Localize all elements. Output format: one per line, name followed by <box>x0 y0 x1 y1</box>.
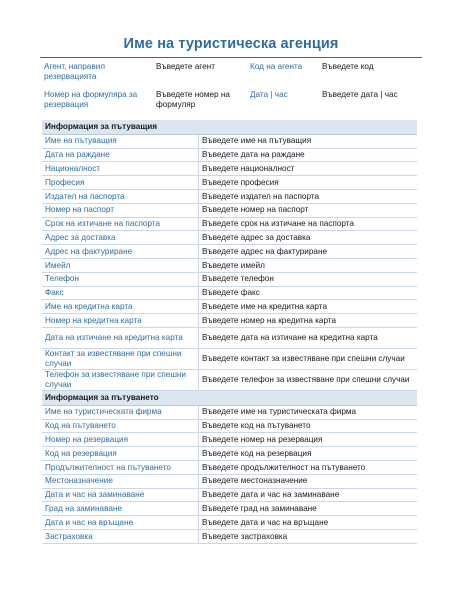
table-row <box>42 419 417 433</box>
header-row-form <box>44 90 420 110</box>
field-value[interactable]: Въведете телефон за известяване при спешни случаи <box>199 369 418 390</box>
field-value[interactable]: Въведете телефон <box>199 272 418 286</box>
agent-field[interactable]: Въведете агент <box>156 62 215 71</box>
field-label: Имейл <box>42 258 199 272</box>
agent-code-field[interactable]: Въведете код <box>322 62 374 71</box>
field-label: Дата и час на връщане <box>42 516 199 530</box>
table-row <box>42 460 417 474</box>
field-value[interactable]: Въведете контакт за известяване при спешни случаи <box>199 348 418 369</box>
table-row <box>42 148 417 162</box>
table-row <box>42 405 417 419</box>
table-row <box>42 369 417 390</box>
field-value[interactable]: Въведете адрес на фактуриране <box>199 245 418 259</box>
field-label: Име на туристическата фирма <box>42 405 199 419</box>
field-value[interactable]: Въведете код на резервация <box>199 447 418 461</box>
field-value[interactable]: Въведете продължителност на пътуването <box>199 460 418 474</box>
field-label: Местоназначение <box>42 474 199 488</box>
field-label: Номер на паспорт <box>42 203 199 217</box>
field-value[interactable]: Въведете факс <box>199 286 418 300</box>
table-row <box>42 203 417 217</box>
table-row <box>42 474 417 488</box>
table-row <box>42 447 417 461</box>
details-table <box>42 120 417 544</box>
field-value[interactable]: Въведете дата на изтичане на кредитна карта <box>199 327 418 348</box>
field-label: Факс <box>42 286 199 300</box>
field-value[interactable]: Въведете град на заминаване <box>199 502 418 516</box>
field-label: Професия <box>42 176 199 190</box>
table-row <box>42 189 417 203</box>
field-value[interactable]: Въведете име на кредитна карта <box>199 300 418 314</box>
header-row-agent <box>44 62 420 82</box>
booking-header <box>44 62 420 118</box>
table-row <box>42 516 417 530</box>
section-header <box>42 120 417 134</box>
date-time-label: Дата | час <box>250 90 288 99</box>
field-value[interactable]: Въведете застраховка <box>199 529 418 543</box>
field-value[interactable]: Въведете номер на резервация <box>199 433 418 447</box>
field-value[interactable]: Въведете име на пътуващия <box>199 134 418 148</box>
field-label: Телефон <box>42 272 199 286</box>
table-row <box>42 258 417 272</box>
table-row <box>42 314 417 328</box>
field-value[interactable]: Въведете националност <box>199 162 418 176</box>
field-value[interactable]: Въведете адрес за доставка <box>199 231 418 245</box>
table-row <box>42 300 417 314</box>
table-row <box>42 327 417 348</box>
field-value[interactable]: Въведете код на пътуването <box>199 419 418 433</box>
field-label: Застраховка <box>42 529 199 543</box>
form-number-label: Номер на формуляра за резервация <box>44 90 138 109</box>
field-label: Име на пътуващия <box>42 134 199 148</box>
field-value[interactable]: Въведете дата и час на заминаване <box>199 488 418 502</box>
field-label: Телефон за известяване при спешни случаи <box>42 369 199 390</box>
table-row <box>42 162 417 176</box>
field-label: Номер на кредитна карта <box>42 314 199 328</box>
table-row <box>42 529 417 543</box>
table-row <box>42 488 417 502</box>
field-value[interactable]: Въведете имейл <box>199 258 418 272</box>
field-label: Националност <box>42 162 199 176</box>
section-title: Информация за пътуващия <box>42 120 417 134</box>
field-label: Адрес за доставка <box>42 231 199 245</box>
field-label: Контакт за известяване при спешни случаи <box>42 348 199 369</box>
field-label: Адрес на фактуриране <box>42 245 199 259</box>
table-row <box>42 134 417 148</box>
field-value[interactable]: Въведете номер на паспорт <box>199 203 418 217</box>
table-row <box>42 217 417 231</box>
field-value[interactable]: Въведете номер на кредитна карта <box>199 314 418 328</box>
section-header <box>42 390 417 405</box>
field-label: Дата и час на заминаване <box>42 488 199 502</box>
form-number-field[interactable]: Въведете номер на формуляр <box>156 90 230 109</box>
field-label: Код на пътуването <box>42 419 199 433</box>
field-label: Продължителност на пътуването <box>42 460 199 474</box>
section-title: Информация за пътуването <box>42 390 417 405</box>
field-label: Срок на изтичане на паспорта <box>42 217 199 231</box>
field-value[interactable]: Въведете дата и час на връщане <box>199 516 418 530</box>
agency-title: Име на туристическа агенция <box>123 36 339 52</box>
table-row <box>42 502 417 516</box>
field-value[interactable]: Въведете срок на изтичане на паспорта <box>199 217 418 231</box>
table-row <box>42 231 417 245</box>
date-time-field[interactable]: Въведете дата | час <box>322 90 398 99</box>
table-row <box>42 272 417 286</box>
field-label: Град на заминаване <box>42 502 199 516</box>
title-divider <box>40 57 422 58</box>
table-row <box>42 176 417 190</box>
field-label: Дата на изтичане на кредитна карта <box>42 327 199 348</box>
table-row <box>42 286 417 300</box>
table-row <box>42 433 417 447</box>
table-row <box>42 245 417 259</box>
field-label: Код на резервация <box>42 447 199 461</box>
agent-label: Агент, направил резервацията <box>44 62 106 81</box>
field-value[interactable]: Въведете местоназначение <box>199 474 418 488</box>
field-value[interactable]: Въведете издател на паспорта <box>199 189 418 203</box>
field-value[interactable]: Въведете професия <box>199 176 418 190</box>
agent-code-label: Код на агента <box>250 62 303 71</box>
field-label: Издател на паспорта <box>42 189 199 203</box>
field-label: Дата на раждане <box>42 148 199 162</box>
table-row <box>42 348 417 369</box>
field-label: Име на кредитна карта <box>42 300 199 314</box>
field-value[interactable]: Въведете дата на раждане <box>199 148 418 162</box>
field-label: Номер на резервация <box>42 433 199 447</box>
field-value[interactable]: Въведете име на туристическата фирма <box>199 405 418 419</box>
